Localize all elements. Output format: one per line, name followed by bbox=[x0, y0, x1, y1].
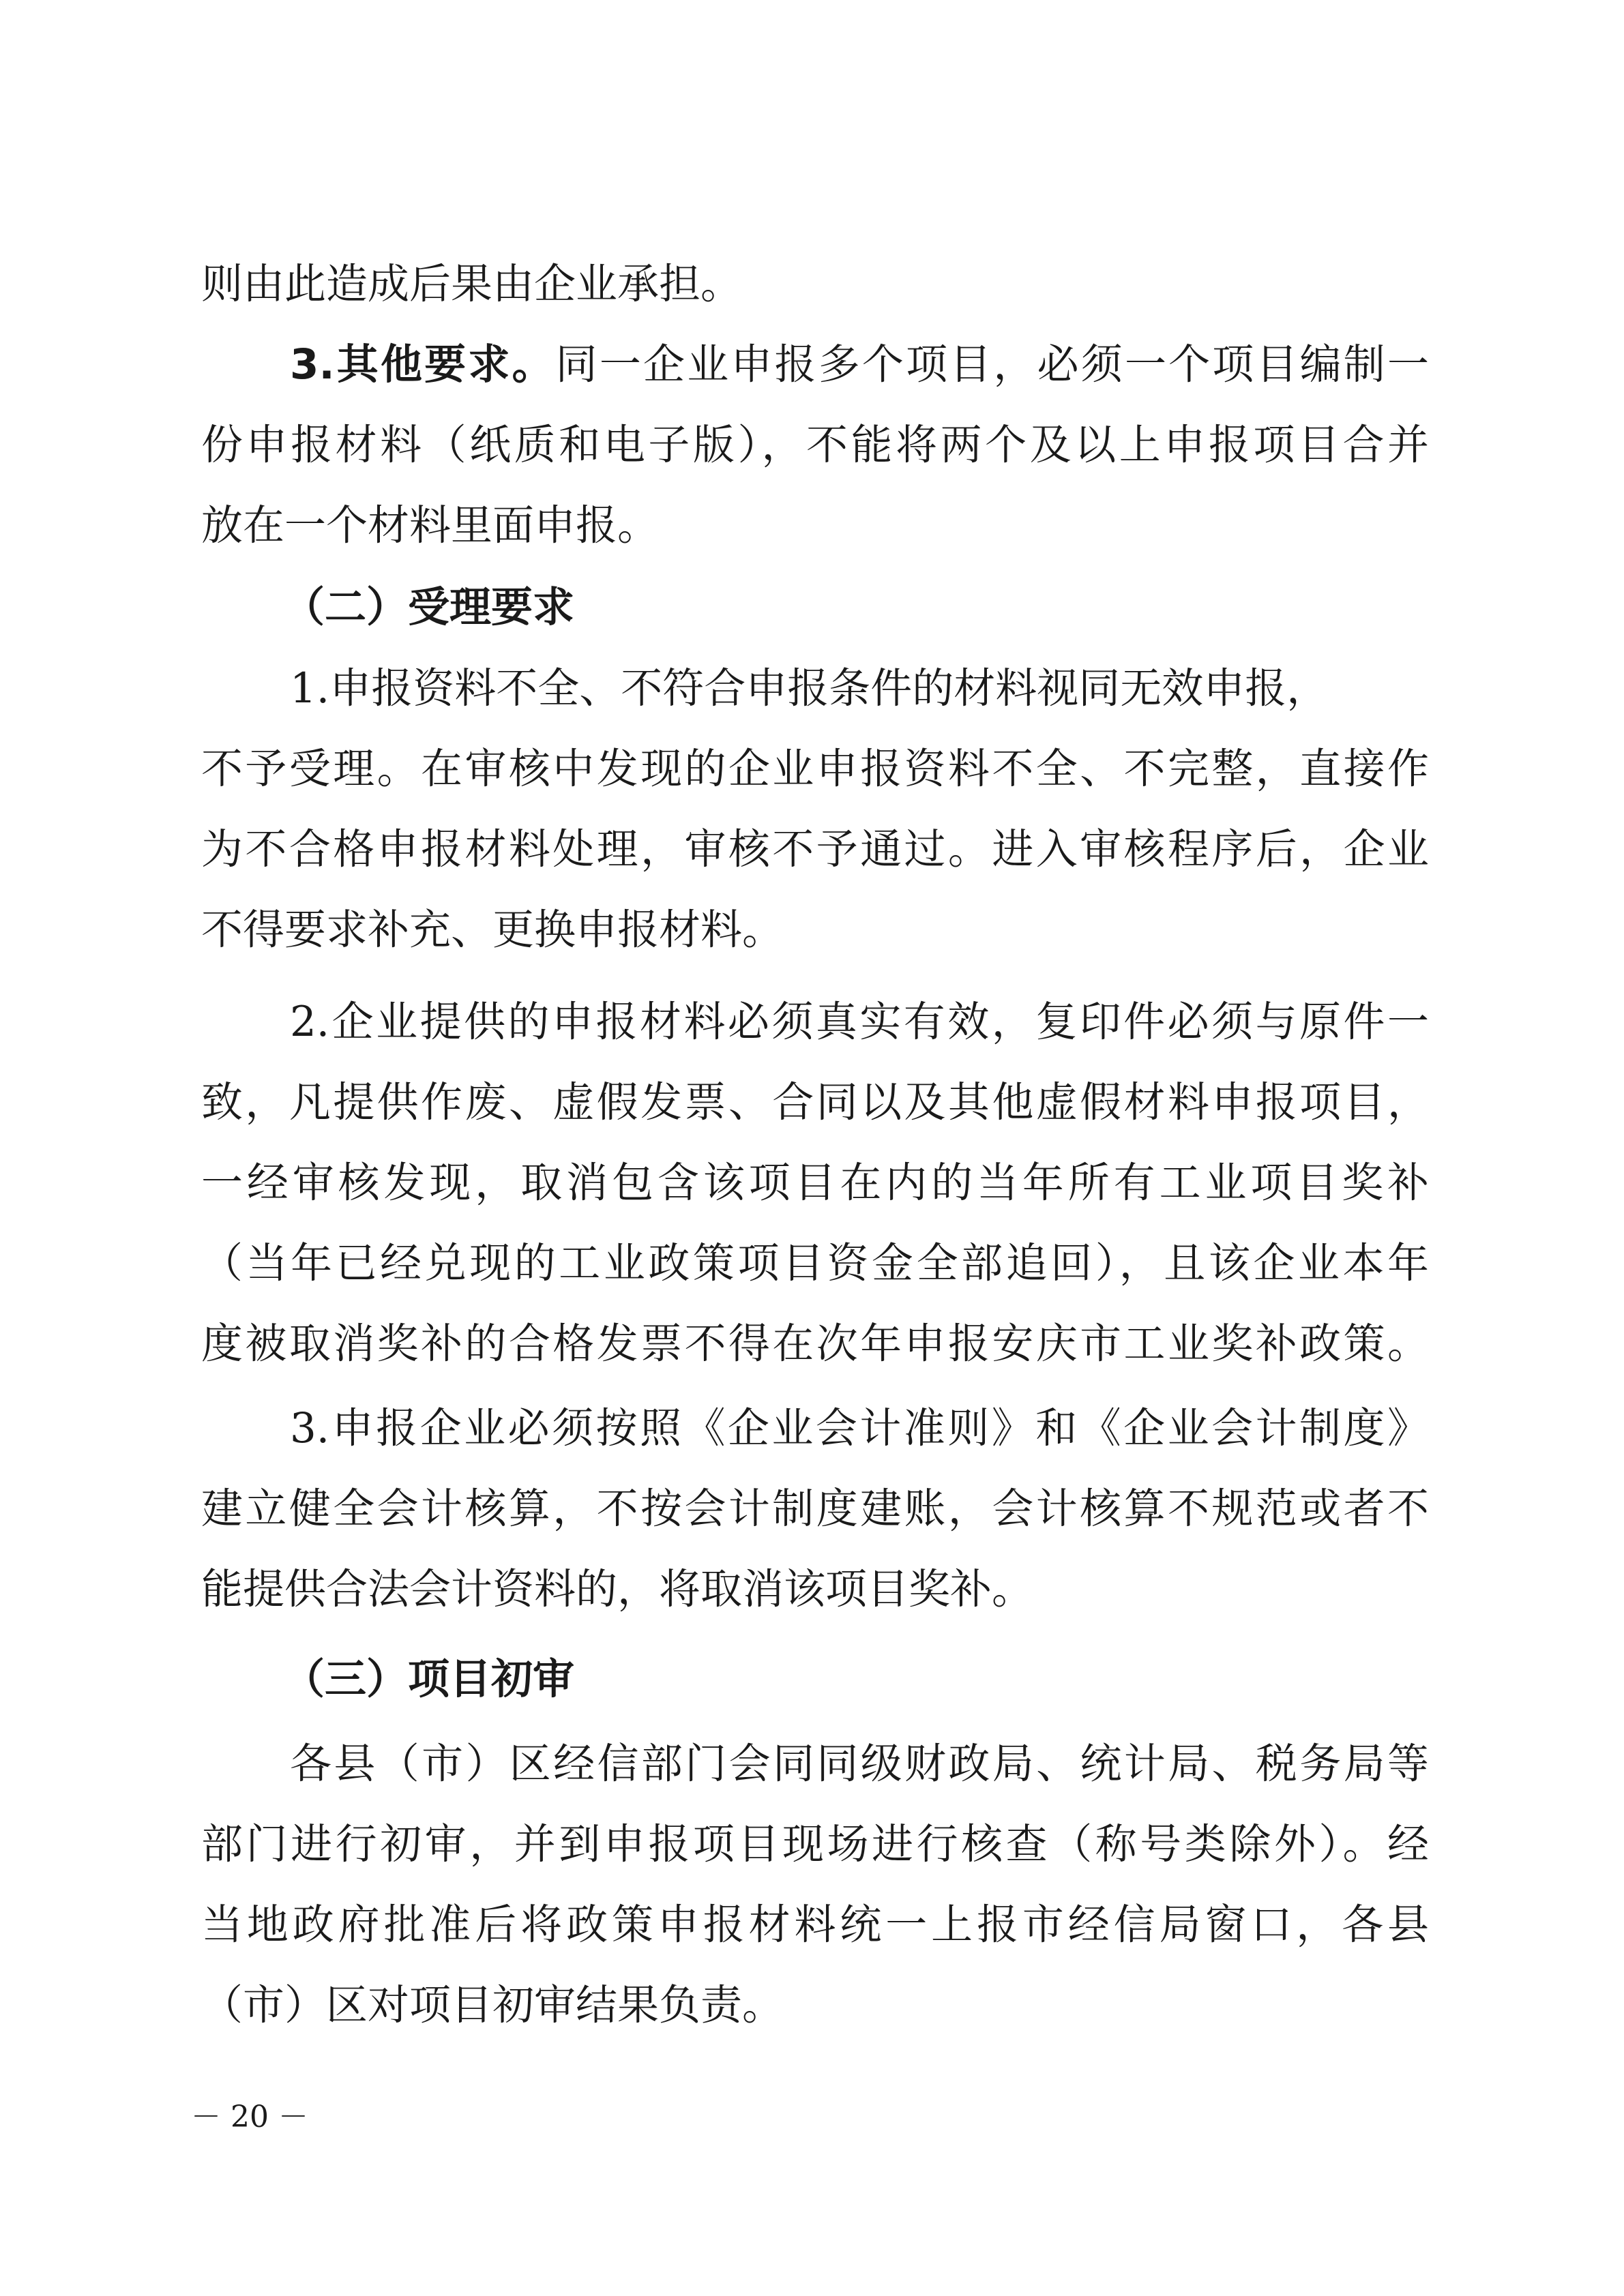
paragraph-line: 当地政府批准后将政策申报材料统一上报市经信局窗口，各县 bbox=[201, 1900, 1429, 1949]
paragraph-line: （当年已经兑现的工业政策项目资金全部追回），且该企业本年 bbox=[201, 1239, 1429, 1287]
page-number: － 20 － bbox=[191, 2100, 308, 2134]
item-3-lead: 3.其他要求。 bbox=[290, 340, 556, 389]
paragraph-line: 能提供合法会计资料的，将取消该项目奖补。 bbox=[201, 1565, 1034, 1613]
paragraph-line: 放在一个材料里面申报。 bbox=[201, 501, 660, 550]
paragraph-line: （市）区对项目初审结果负责。 bbox=[201, 1981, 784, 2029]
section-heading-2: （二）受理要求 bbox=[283, 583, 575, 631]
paragraph-line: 部门进行初审，并到申报项目现场进行核查（称号类除外）。经 bbox=[201, 1820, 1429, 1868]
paragraph-line: 份申报材料（纸质和电子版），不能将两个及以上申报项目合并 bbox=[201, 421, 1429, 469]
paragraph-line: 则由此造成后果由企业承担。 bbox=[201, 260, 743, 308]
paragraph-line: 3.申报企业必须按照《企业会计准则》和《企业会计制度》 bbox=[290, 1404, 1429, 1452]
paragraph-line: 不予受理。在审核中发现的企业申报资料不全、不完整，直接作 bbox=[201, 745, 1429, 793]
section-heading-3: （三）项目初审 bbox=[283, 1655, 575, 1703]
paragraph-line: 不得要求补充、更换申报材料。 bbox=[201, 906, 784, 954]
item-3-first-line bbox=[290, 325, 1429, 405]
paragraph-line: 各县（市）区经信部门会同同级财政局、统计局、税务局等 bbox=[290, 1740, 1429, 1788]
paragraph-line: 建立健全会计核算，不按会计制度建账，会计核算不规范或者不 bbox=[201, 1485, 1429, 1533]
paragraph-line: 2.企业提供的申报材料必须真实有效，复印件必须与原件一 bbox=[290, 998, 1429, 1046]
paragraph-line: 1.申报资料不全、不符合申报条件的材料视同无效申报， bbox=[290, 664, 1329, 713]
paragraph-line: 为不合格申报材料处理，审核不予通过。进入审核程序后，企业 bbox=[201, 825, 1429, 874]
paragraph-line: 度被取消奖补的合格发票不得在次年申报安庆市工业奖补政策。 bbox=[201, 1320, 1429, 1368]
paragraph-line: 一经审核发现，取消包含该项目在内的当年所有工业项目奖补 bbox=[201, 1159, 1429, 1207]
item-3-text: 同一企业申报多个项目，必须一个项目编制一 bbox=[555, 340, 1429, 389]
paragraph-line: 致，凡提供作废、虚假发票、合同以及其他虚假材料申报项目， bbox=[201, 1078, 1429, 1127]
